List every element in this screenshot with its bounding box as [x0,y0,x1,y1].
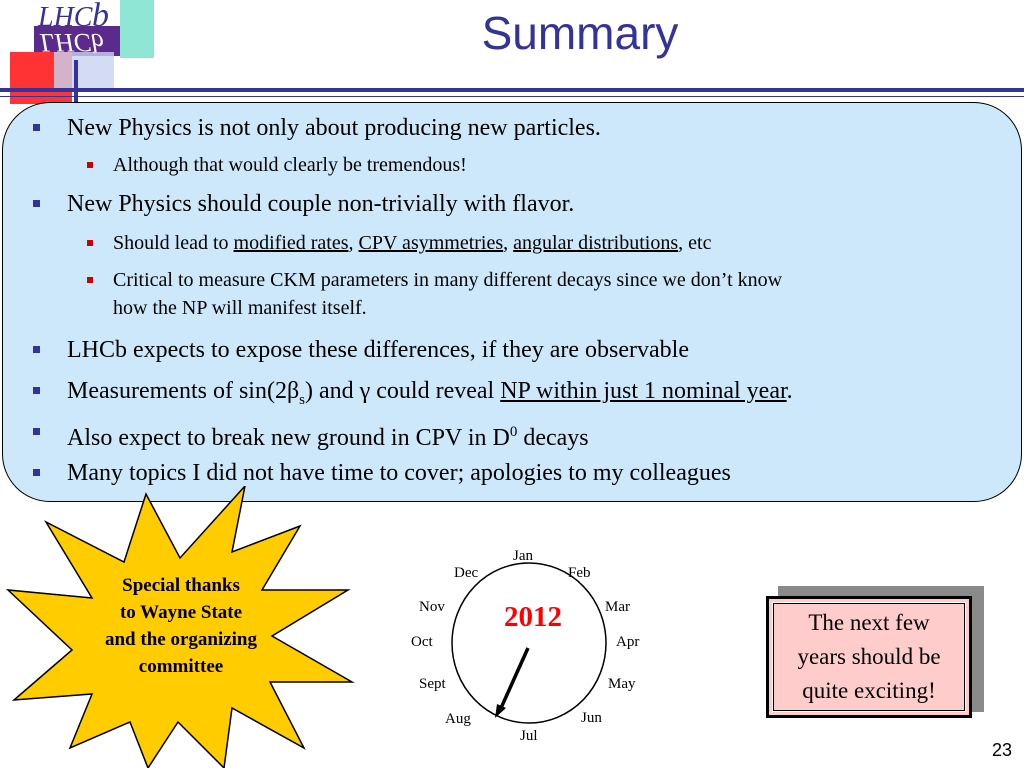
thanks-line2: to Wayne State [119,602,243,623]
month-jan: Jan [513,548,533,564]
bullet-marker [33,200,40,207]
month-sept: Sept [419,676,446,692]
month-aug: Aug [445,711,471,727]
subscript-s: s [299,391,306,408]
subbullet-marker [87,162,93,168]
bullet-cpv-d0 [67,417,589,453]
month-feb: Feb [568,565,591,581]
subbullet-text: Although that would clearly be tremendous! [113,154,467,176]
separator: , [348,232,359,254]
bullet-marker [33,124,40,131]
thanks-line1: Special thanks [122,575,240,596]
modified-rates-link[interactable]: modified rates [233,232,349,254]
thanks-line4: committee [138,656,224,677]
gamma-symbol: γ [359,378,371,404]
month-oct: Oct [411,634,433,650]
subbullet-marker [87,277,93,283]
month-may: May [608,676,636,692]
bullet-new-physics-particles [67,113,601,143]
bullet-marker [33,428,40,435]
month-jun: Jun [581,710,602,726]
bullet-text: Measurements of sin(2 [67,378,287,404]
subbullet-suffix: , etc [678,232,712,254]
note-line1: The next few [808,610,930,635]
bullet-marker [33,469,40,476]
bullet-text: LHCb expects to expose these differences, if they are observable [67,337,689,363]
clock-face [440,556,620,736]
bullet-text: could reveal [370,378,501,404]
np-nominal-year-link[interactable]: NP within just 1 nominal year [500,378,787,404]
title-rule [0,88,1024,92]
bullet-text: Many topics I did not have time to cover; apologies to my colleagues [67,460,731,486]
clock-year: 2012 [504,601,562,633]
exciting-years-note [766,596,972,718]
thanks-line3: and the organizing [104,629,258,650]
month-nov: Nov [419,599,445,615]
month-apr: Apr [616,634,640,650]
bullet-measurements [67,376,793,415]
subbullet-text: Should lead to [113,232,234,254]
bullet-couple-flavor [67,189,574,219]
slide-title: Summary [481,7,679,59]
month-jul: Jul [520,728,538,744]
bullet-lhcb-expects [67,335,689,365]
superscript-zero: 0 [509,424,518,440]
note-text [774,606,964,708]
summary-box [2,102,1022,502]
angular-distributions-link[interactable]: angular distributions [513,232,679,254]
month-mar: Mar [605,599,630,615]
thanks-text [76,572,286,680]
svg-text:LHC: LHC [38,2,93,33]
bullet-text: decays [517,425,589,451]
subbullet-lead-to [113,229,993,257]
bullet-text: Also expect to break new ground in CPV in D [67,425,510,451]
bullet-marker [33,387,40,394]
svg-text:b: b [92,0,109,34]
page-number: 23 [991,740,1012,760]
cpv-asymmetries-link[interactable]: CPV asymmetries [358,232,504,254]
subbullet-marker [87,240,93,246]
subbullet-tremendous [113,151,993,179]
bullet-marker [33,346,40,353]
subbullet-text-line1: Critical to measure CKM parameters in many different decays since we don’t know [113,269,783,291]
beta-symbol: β [286,378,300,404]
note-line2: years should be [797,644,941,669]
bullet-text: New Physics should couple non-trivially with flavor. [67,191,575,217]
subbullet-ckm [113,266,993,322]
note-line3: quite exciting! [802,678,936,703]
subbullet-text-line2: how the NP will manifest itself. [113,297,367,319]
bullet-text: ) and [305,378,360,404]
svg-text:LHCb: LHCb [40,28,104,57]
title-rule-thin [0,96,1024,97]
bullet-text: New Physics is not only about producing new particles. [67,115,601,141]
month-dec: Dec [454,565,479,581]
bullet-text: . [786,378,793,404]
bullet-topics [67,458,731,488]
separator: , [503,232,514,254]
